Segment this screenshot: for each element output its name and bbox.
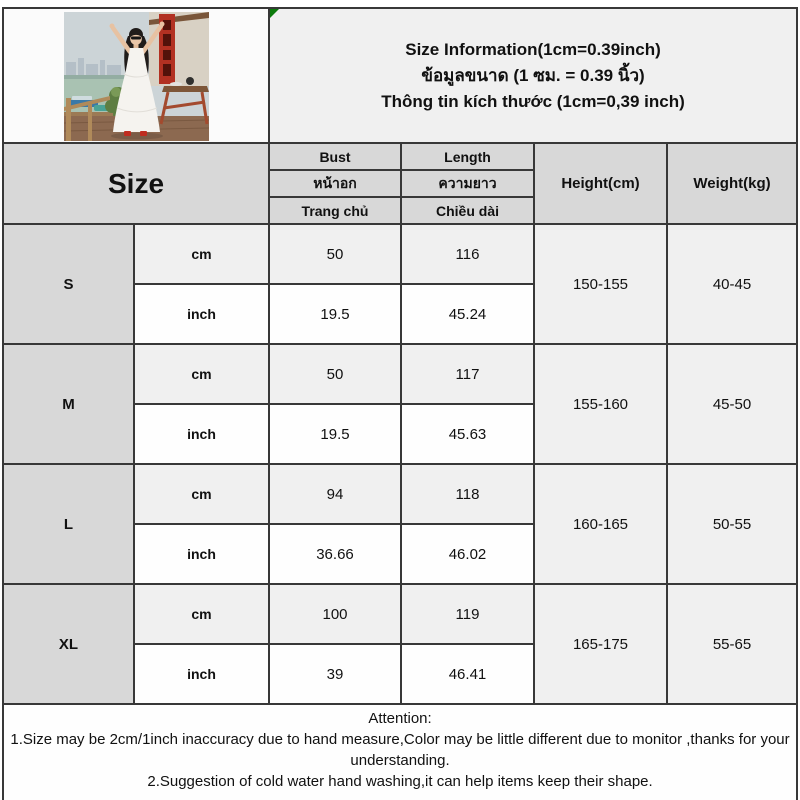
- row-l-cm: [3, 464, 797, 524]
- length-header-th: ความยาว: [401, 170, 534, 197]
- header-row-en: [3, 143, 797, 170]
- attention-title: Attention:: [368, 710, 432, 727]
- s-unit-cm: cm: [134, 224, 269, 284]
- bust-header-vi: Trang chủ: [269, 197, 401, 224]
- s-unit-inch: inch: [134, 284, 269, 344]
- m-bust-cm: 50: [269, 344, 401, 404]
- title-en: Size Information(1cm=0.39inch): [405, 39, 661, 59]
- length-header-en: Length: [401, 143, 534, 170]
- xl-bust-inch: 39: [269, 644, 401, 704]
- weight-header: Weight(kg): [667, 143, 797, 224]
- l-height: 160-165: [534, 464, 667, 584]
- top-row: [3, 8, 797, 143]
- corner-size-label: Size: [3, 143, 269, 224]
- l-weight: 50-55: [667, 464, 797, 584]
- height-header: Height(cm): [534, 143, 667, 224]
- row-s-cm: [3, 224, 797, 284]
- product-photo-cell: [3, 8, 269, 143]
- l-bust-cm: 94: [269, 464, 401, 524]
- s-bust-inch: 19.5: [269, 284, 401, 344]
- m-bust-inch: 19.5: [269, 404, 401, 464]
- xl-height: 165-175: [534, 584, 667, 704]
- m-length-cm: 117: [401, 344, 534, 404]
- m-length-inch: 45.63: [401, 404, 534, 464]
- m-weight: 45-50: [667, 344, 797, 464]
- size-table: [2, 7, 798, 800]
- bust-header-th: หน้าอก: [269, 170, 401, 197]
- sunglasses: [131, 36, 141, 39]
- xl-unit-cm: cm: [134, 584, 269, 644]
- size-label-m: M: [3, 344, 134, 464]
- l-unit-inch: inch: [134, 524, 269, 584]
- s-length-inch: 45.24: [401, 284, 534, 344]
- row-xl-cm: [3, 584, 797, 644]
- title-vi: Thông tin kích thước (1cm=0,39 inch): [381, 91, 685, 111]
- title-cell: [269, 8, 797, 143]
- s-height: 150-155: [534, 224, 667, 344]
- s-length-cm: 116: [401, 224, 534, 284]
- attention-cell: [3, 704, 797, 800]
- xl-unit-inch: inch: [134, 644, 269, 704]
- l-length-cm: 118: [401, 464, 534, 524]
- xl-length-inch: 46.41: [401, 644, 534, 704]
- attention-row: [3, 704, 797, 800]
- m-height: 155-160: [534, 344, 667, 464]
- s-weight: 40-45: [667, 224, 797, 344]
- m-unit-inch: inch: [134, 404, 269, 464]
- row-m-cm: [3, 344, 797, 404]
- cell-corner-marker-icon: [270, 9, 279, 18]
- l-length-inch: 46.02: [401, 524, 534, 584]
- attention-note-2: 2.Suggestion of cold water hand washing,it can help items keep their shape.: [147, 773, 653, 790]
- size-label-xl: XL: [3, 584, 134, 704]
- title-th: ข้อมูลขนาด (1 ซม. = 0.39 นิ้ว): [421, 65, 645, 85]
- attention-note-1: 1.Size may be 2cm/1inch inaccuracy due to hand measure,Color may be little different due to monitor ,thanks for your understanding.: [10, 731, 790, 769]
- bust-header-en: Bust: [269, 143, 401, 170]
- xl-length-cm: 119: [401, 584, 534, 644]
- xl-weight: 55-65: [667, 584, 797, 704]
- size-label-l: L: [3, 464, 134, 584]
- s-bust-cm: 50: [269, 224, 401, 284]
- xl-bust-cm: 100: [269, 584, 401, 644]
- length-header-vi: Chiều dài: [401, 197, 534, 224]
- size-label-s: S: [3, 224, 134, 344]
- product-photo: [64, 12, 209, 141]
- l-bust-inch: 36.66: [269, 524, 401, 584]
- m-unit-cm: cm: [134, 344, 269, 404]
- l-unit-cm: cm: [134, 464, 269, 524]
